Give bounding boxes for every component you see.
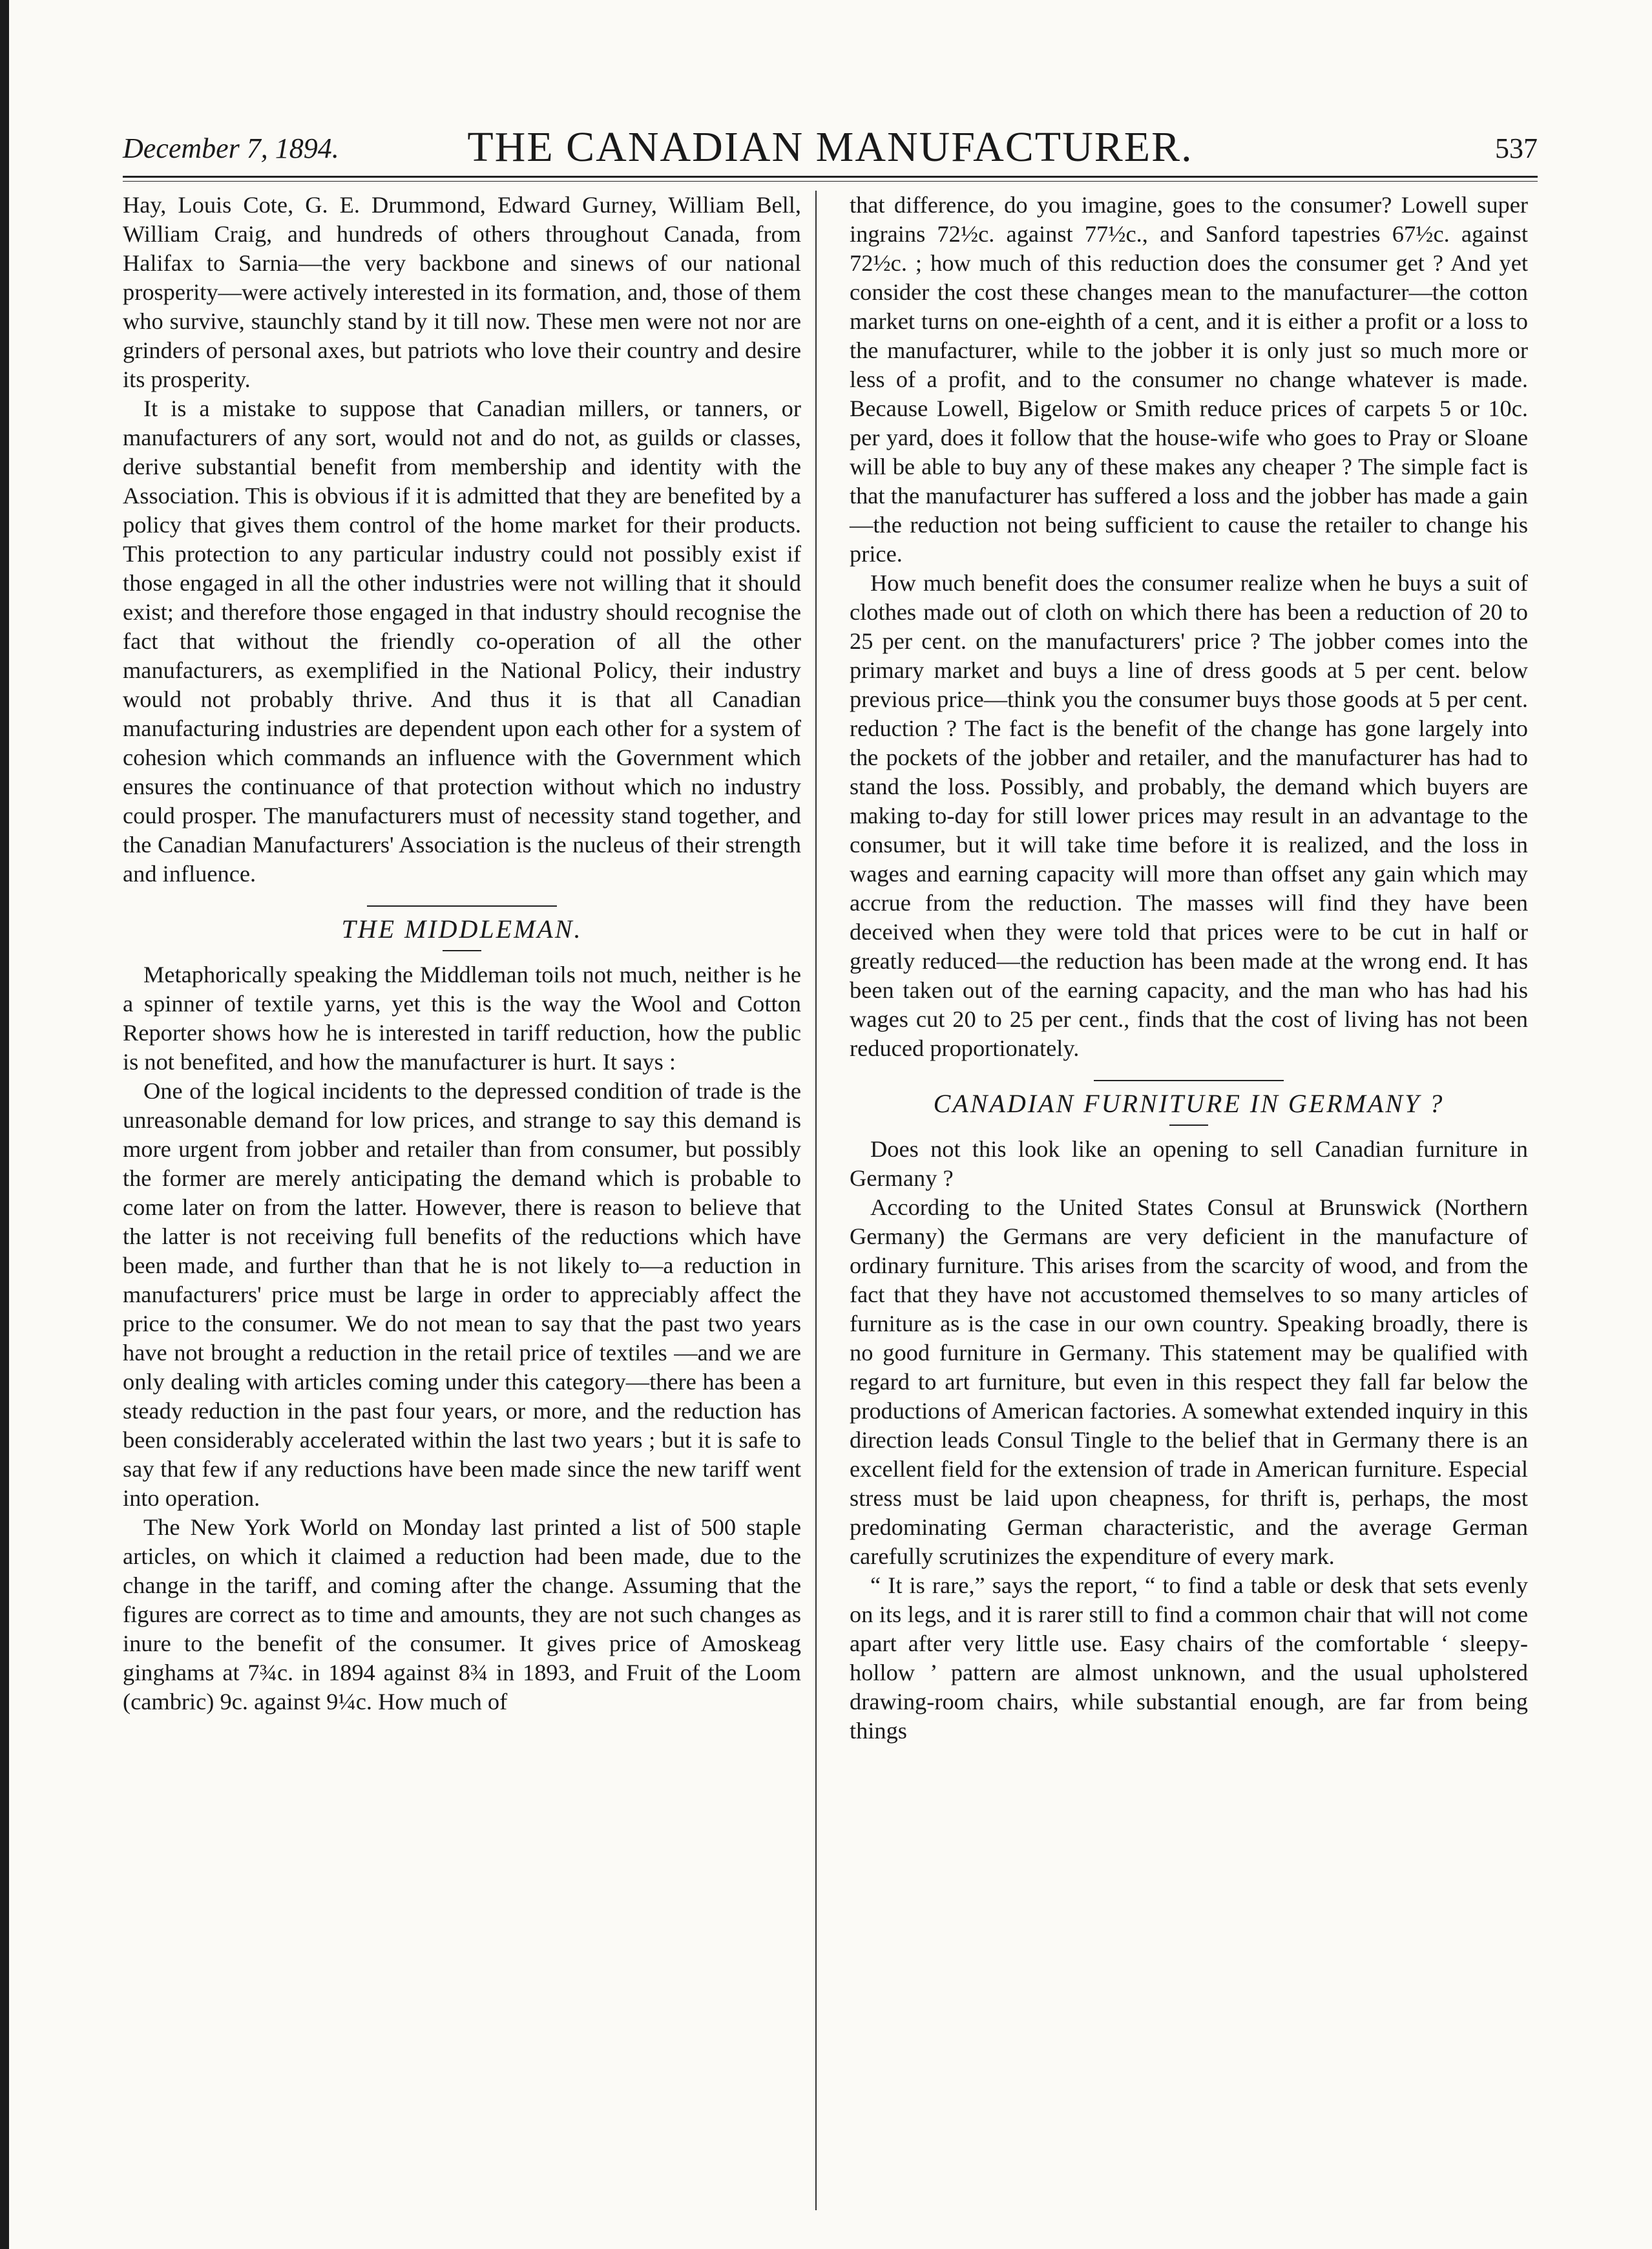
left-column <box>123 191 801 1716</box>
section-heading-furniture: CANADIAN FURNITURE IN GERMANY ? <box>850 1089 1528 1118</box>
heading-dash <box>1169 1124 1208 1126</box>
paragraph: “ It is rare,” says the report, “ to find a table or desk that sets evenly on its legs, and it is rarer still to find a common chair that will not come apart after very little use. Easy chairs of the comfortable ‘ sleepy-hollow ’ pattern are almost unknown, and the usual upholstered drawing-room chairs, while substantial enough, are far from being things <box>850 1572 1528 1744</box>
header-rule-thin <box>123 181 1538 182</box>
binding-edge <box>0 0 9 2249</box>
paragraph: that difference, do you imagine, goes to the consumer? Lowell super ingrains 72½c. against 77½c., and Sanford tapestries 67½c. against 72½c. ; how much of this reduction does the consumer get ? And yet consider the cost these changes mean to the manufacturer—the cotton market turns on one-eighth of a cent, and it is either a profit or a loss to the manufacturer, while to the jobber it is only just so much more or less of a profit, and to the consumer no change whatever is made. Because Lowell, Bigelow or Smith reduce prices of carpets 5 or 10c. per yard, does it follow that the house-wife who goes to Pray or Sloane will be able to buy any of these makes any cheaper ? The simple fact is that the manufacturer has suffered a loss and the jobber has made a gain—the reduction not being sufficient to cause the retailer to change his price. <box>850 192 1528 567</box>
column-divider <box>815 191 817 2210</box>
right-column <box>850 191 1528 1746</box>
paragraph: The New York World on Monday last printed a list of 500 staple articles, on which it claimed a reduction had been made, due to the change in the tariff, and coming after the change. Assuming that the figures are correct as to time and amounts, they are not such changes as inure to the benefit of the consumer. It gives price of Amoskeag ginghams at 7¾c. in 1894 against 8¾ in 1893, and Fruit of the Loom (cambric) 9c. against 9¼c. How much of <box>123 1514 801 1715</box>
issue-date: December 7, 1894. <box>123 132 339 164</box>
page-number: 537 <box>1495 132 1538 164</box>
page-header <box>123 123 1538 174</box>
section-heading-middleman: THE MIDDLEMAN. <box>123 914 801 944</box>
masthead-title: THE CANADIAN MANUFACTURER. <box>467 123 1193 171</box>
heading-dash <box>443 950 481 951</box>
paragraph: Hay, Louis Cote, G. E. Drummond, Edward Gurney, William Bell, William Craig, and hundreds of others throughout Canada, from Halifax to Sarnia—the very backbone and sinews of our national prosperity—were actively interested in its formation, and, those of them who survive, staunchly stand by it till now. These men were not nor are grinders of personal axes, but patriots who love their country and desire its prosperity. <box>123 192 801 392</box>
paragraph: It is a mistake to suppose that Canadian millers, or tanners, or manufacturers of any sort, would not and do not, as guilds or classes, derive substantial benefit from membership and identity with the Association. This is obvious if it is admitted that they are benefited by a policy that gives them control of the home market for their products. This protection to any particular industry could not possibly exist if those engaged in all the other industries were not willing that it should exist; and therefore those engaged in that industry should recognise the fact that without the friendly co-operation of all the other manufacturers, as exemplified in the National Policy, their industry would not probably thrive. And thus it is that all Canadian manufacturing industries are dependent upon each other for a system of cohesion which commands an influence with the Government which ensures the continuance of that protection without which no industry could prosper. The manufacturers must of necessity stand together, and the Canadian Manufacturers' Association is the nucleus of their strength and influence. <box>123 396 801 887</box>
paragraph: Metaphorically speaking the Middleman toils not much, neither is he a spinner of textile yarns, yet this is the way the Wool and Cotton Reporter shows how he is interested in tariff reduction, how the public is not benefited, and how the manufacturer is hurt. It says : <box>123 962 801 1075</box>
paragraph: According to the United States Consul at Brunswick (Northern Germany) the Germans are very deficient in the manufacture of ordinary furniture. This arises from the scarcity of wood, and from the fact that they have not accustomed themselves to so many articles of furniture as is the case in our own country. Speaking broadly, there is no good furniture in Germany. This statement may be qualified with regard to art furniture, but even in this respect they fall far below the productions of American factories. A somewhat extended inquiry in this direction leads Consul Tingle to the belief that in Germany there is an excellent field for the extension of trade in American furniture. Especial stress must be laid upon cheapness, for thrift is, perhaps, the most predominating German characteristic, and the average German carefully scrutinizes the expenditure of every mark. <box>850 1194 1528 1569</box>
paragraph: How much benefit does the consumer realize when he buys a suit of clothes made out of cloth on which there has been a reduction of 20 to 25 per cent. on the manufacturers' price ? The jobber comes into the primary market and buys a line of dress goods at 5 per cent. below previous price—think you the consumer buys those goods at 5 per cent. reduction ? The fact is the benefit of the change has gone largely into the pockets of the jobber and retailer, and the manufacturer has had to stand the loss. Possibly, and probably, the demand which buyers are making to-day for still lower prices may result in an advantage to the consumer, but it will take time before it is realized, and the loss in wages and earning capacity will more than offset any gain which may accrue from the reduction. The masses will find they have been deceived when they were told that prices were to be cut in half or greatly reduced—the reduction has been made at the wrong end. It has been taken out of the earning capacity, and the man who has had his wages cut 20 to 25 per cent., finds that the cost of living has not been reduced proportionately. <box>850 570 1528 1061</box>
header-rule <box>123 176 1538 178</box>
paragraph: One of the logical incidents to the depressed condition of trade is the unreasonable demand for low prices, and strange to say this demand is more urgent from jobber and retailer than from consumer, but possibly the former are merely anticipating the demand which is probable to come later on from the latter. However, there is reason to believe that the latter is not receiving full benefits of the reductions which have been made, and further than that he is not likely to—a reduction in manufacturers' price must be large in order to appreciably affect the price to the consumer. We do not mean to say that the past two years have not brought a reduction in the retail price of textiles —and we are only dealing with articles coming under this category—there has been a steady reduction in the past four years, or more, and the reduction has been considerably accelerated within the last two years ; but it is safe to say that few if any reductions have been made since the new tariff went into operation. <box>123 1078 801 1511</box>
paragraph: Does not this look like an opening to sell Canadian furniture in Germany ? <box>850 1136 1528 1191</box>
